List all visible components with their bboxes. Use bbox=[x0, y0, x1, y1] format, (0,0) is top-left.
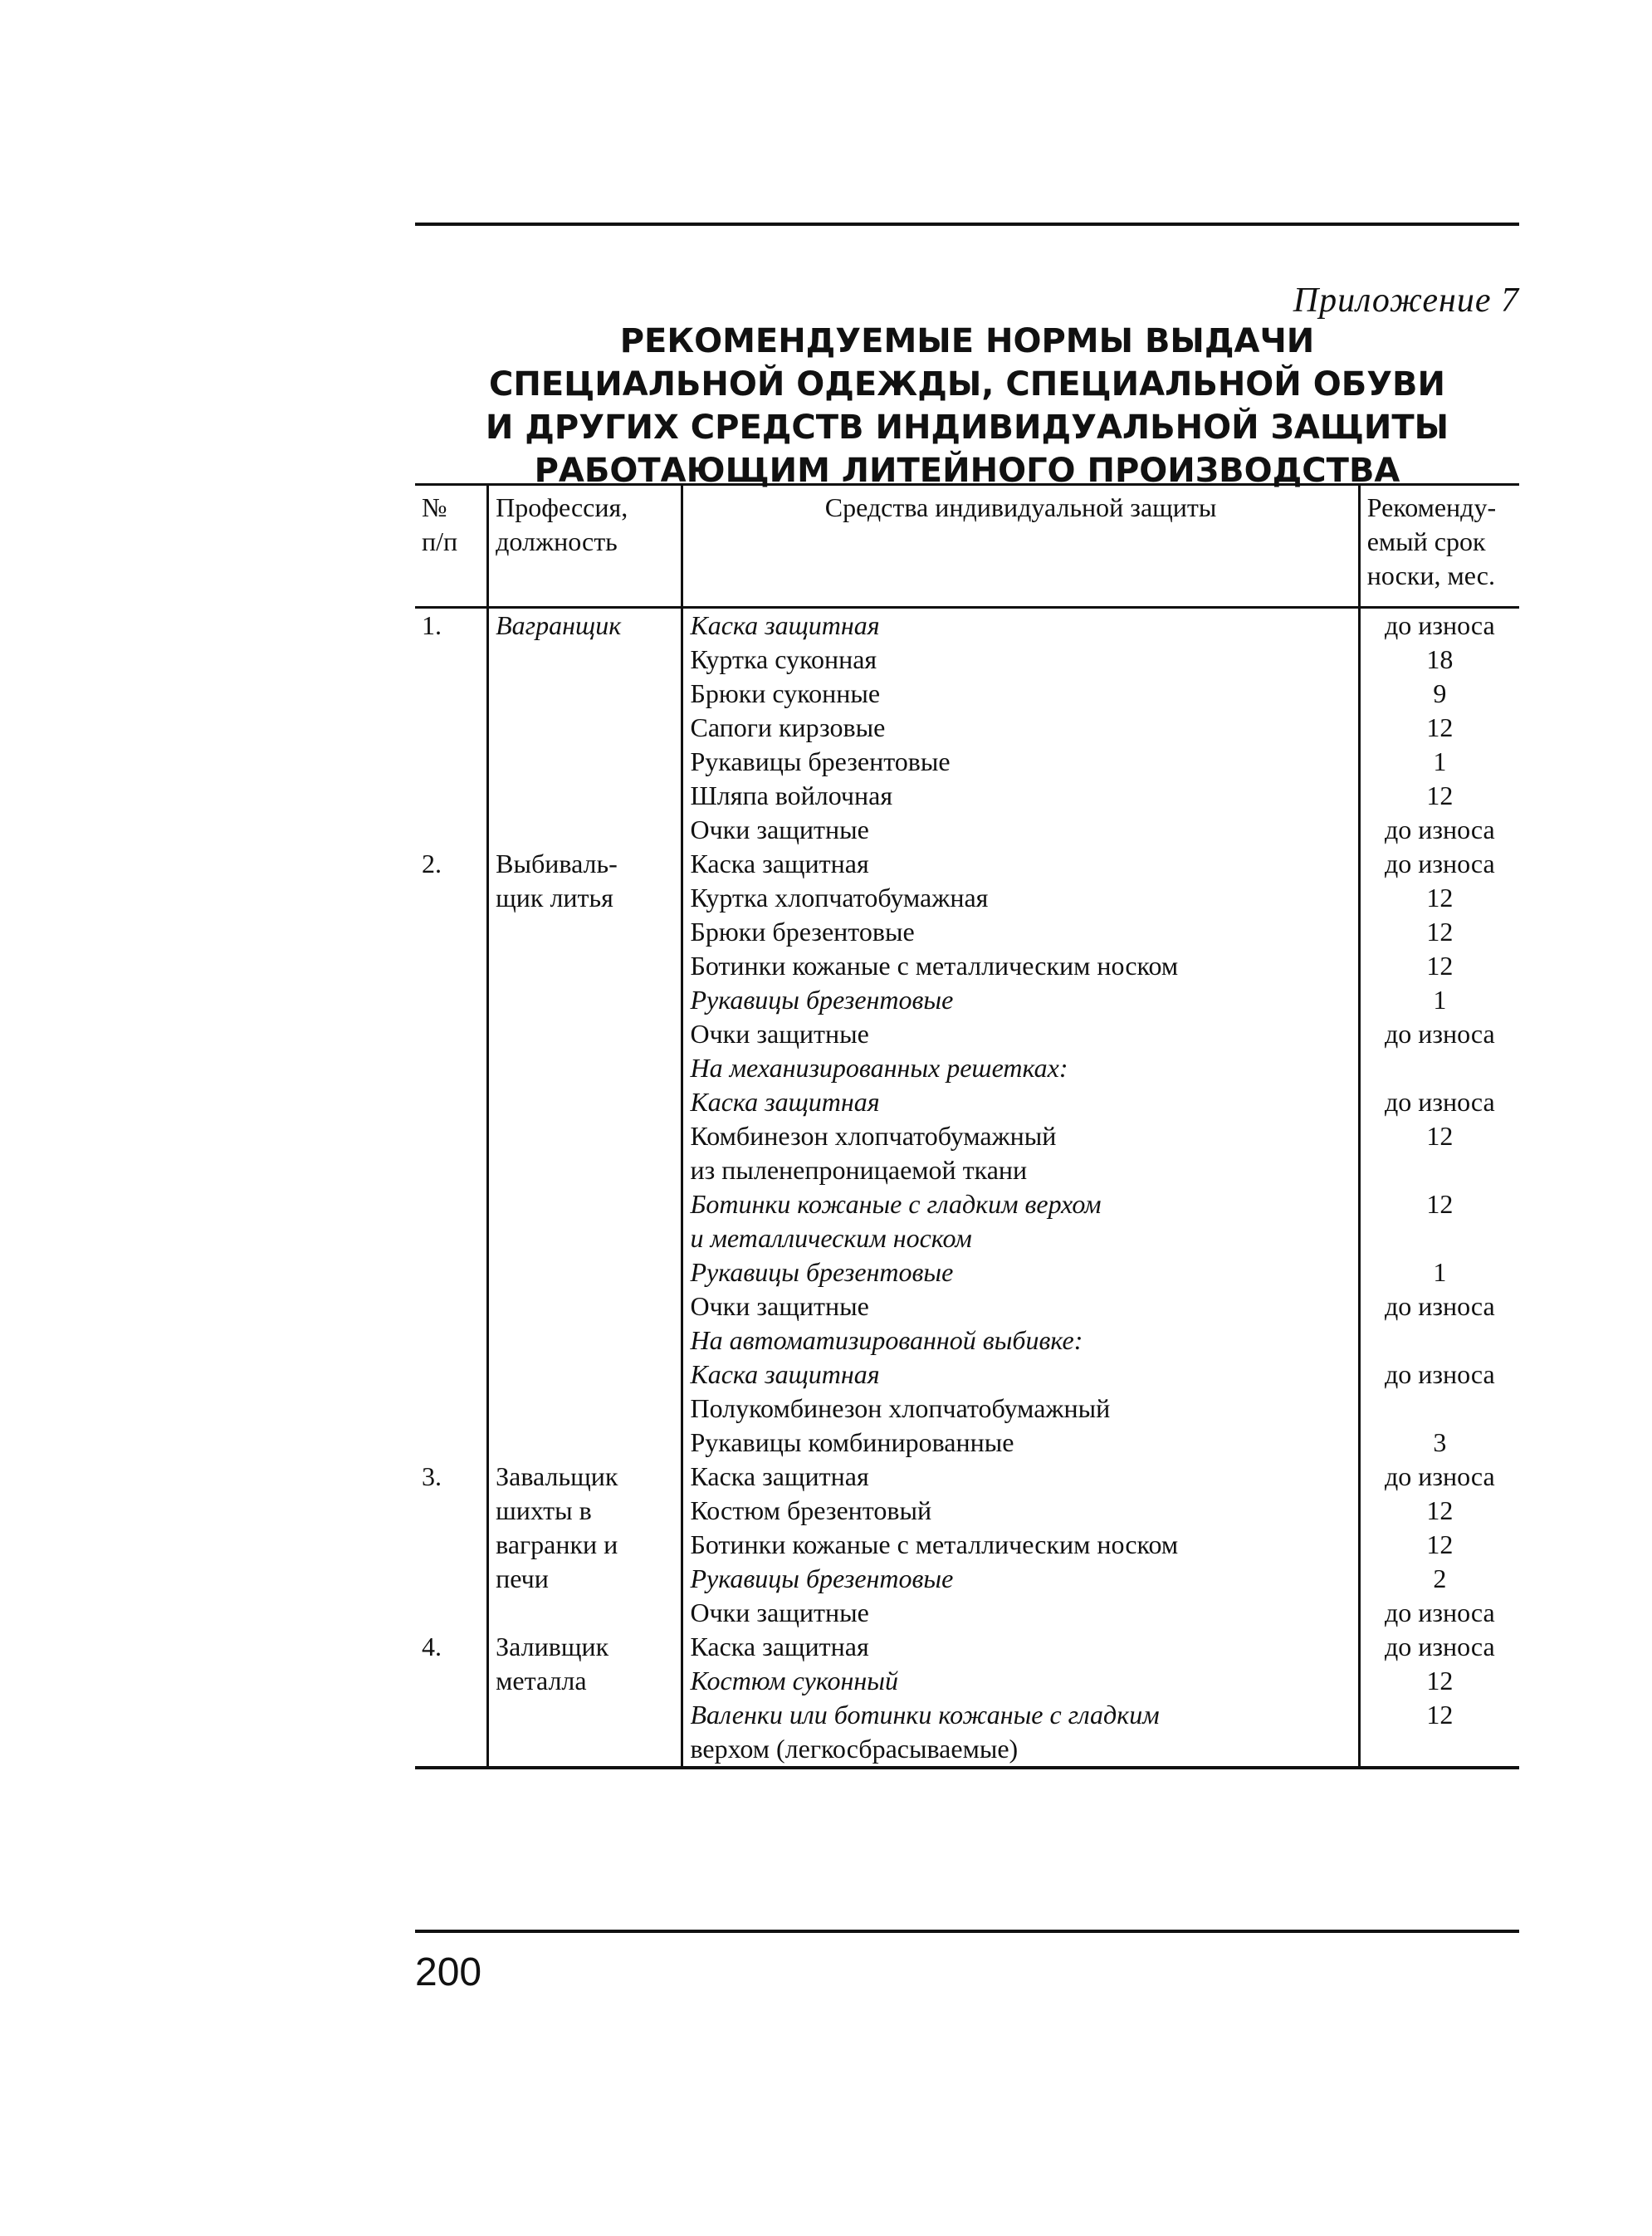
cell-term: 3 bbox=[1359, 1426, 1519, 1460]
cell-num: 2. bbox=[422, 849, 442, 878]
cell-term: 12 bbox=[1359, 1528, 1519, 1562]
table-body bbox=[415, 608, 1519, 1769]
title-line: РАБОТАЮЩИМ ЛИТЕЙНОГО ПРОИЗВОДСТВА bbox=[534, 452, 1400, 490]
header-term: Рекоменду- емый срок носки, мес. bbox=[1359, 485, 1519, 608]
table-row bbox=[415, 1460, 1519, 1494]
cell-ppe-item: Каска защитная bbox=[682, 1630, 1359, 1664]
cell-ppe-item: Валенки или ботинки кожаные с гладким bbox=[682, 1698, 1359, 1732]
title-line: И ДРУГИХ СРЕДСТВ ИНДИВИДУАЛЬНОЙ ЗАЩИТЫ bbox=[485, 409, 1449, 447]
cell-term: 9 bbox=[1359, 677, 1519, 711]
cell-term: 12 bbox=[1359, 711, 1519, 745]
profession-line: Выбиваль- bbox=[496, 849, 618, 878]
cell-term: до износа bbox=[1359, 608, 1519, 643]
cell-term: до износа bbox=[1359, 1460, 1519, 1494]
cell-term: до износа bbox=[1359, 1289, 1519, 1323]
cell-term bbox=[1359, 1732, 1519, 1768]
cell-ppe-item: Комбинезон хлопчатобумажный bbox=[682, 1119, 1359, 1153]
header-num: № п/п bbox=[422, 492, 458, 556]
cell-ppe-item: Каска защитная bbox=[682, 1085, 1359, 1119]
table-header-row bbox=[415, 485, 1519, 608]
cell-ppe-item: Каска защитная bbox=[682, 847, 1359, 881]
title-line: СПЕЦИАЛЬНОЙ ОДЕЖДЫ, СПЕЦИАЛЬНОЙ ОБУВИ bbox=[489, 365, 1445, 404]
cell-num: 3. bbox=[422, 1461, 442, 1491]
profession-line: Вагранщик bbox=[496, 610, 622, 640]
cell-term: 1 bbox=[1359, 1255, 1519, 1289]
table-row bbox=[415, 1630, 1519, 1664]
profession-line: металла bbox=[496, 1666, 587, 1695]
cell-ppe-item: Рукавицы брезентовые bbox=[682, 1562, 1359, 1596]
cell-ppe-item: верхом (легкосбрасываемые) bbox=[682, 1732, 1359, 1768]
cell-ppe-item: Костюм брезентовый bbox=[682, 1494, 1359, 1528]
profession-line: щик литья bbox=[496, 883, 613, 913]
document-page bbox=[415, 0, 1519, 2236]
cell-ppe-item: и металлическим носком bbox=[682, 1221, 1359, 1255]
cell-profession bbox=[488, 1630, 682, 1768]
cell-profession bbox=[488, 1460, 682, 1630]
cell-term bbox=[1359, 1051, 1519, 1085]
cell-ppe-item: Очки защитные bbox=[682, 1289, 1359, 1323]
profession-line: шихты в bbox=[496, 1495, 592, 1525]
top-rule bbox=[415, 223, 1519, 226]
table-row bbox=[415, 847, 1519, 881]
cell-term: 12 bbox=[1359, 1698, 1519, 1732]
cell-profession bbox=[488, 608, 682, 848]
cell-num: 1. bbox=[422, 610, 442, 640]
cell-ppe-item: Очки защитные bbox=[682, 1596, 1359, 1630]
cell-ppe-item: Очки защитные bbox=[682, 1017, 1359, 1051]
cell-ppe-item: Сапоги кирзовые bbox=[682, 711, 1359, 745]
cell-term: 2 bbox=[1359, 1562, 1519, 1596]
cell-term: 12 bbox=[1359, 915, 1519, 949]
cell-ppe-item: Каска защитная bbox=[682, 1460, 1359, 1494]
cell-ppe-item: Ботинки кожаные с гладким верхом bbox=[682, 1187, 1359, 1221]
cell-ppe-item: На механизированных решетках: bbox=[682, 1051, 1359, 1085]
cell-term: 12 bbox=[1359, 1119, 1519, 1153]
cell-ppe-item: Каска защитная bbox=[682, 1358, 1359, 1392]
cell-num: 4. bbox=[422, 1632, 442, 1661]
cell-ppe-item: Полукомбинезон хлопчатобумажный bbox=[682, 1392, 1359, 1426]
header-profession: Профессия, должность bbox=[488, 485, 682, 608]
cell-ppe-item: Ботинки кожаные с металлическим носком bbox=[682, 949, 1359, 983]
cell-ppe-item: Рукавицы комбинированные bbox=[682, 1426, 1359, 1460]
document-title bbox=[415, 320, 1519, 492]
title-line: РЕКОМЕНДУЕМЫЕ НОРМЫ ВЫДАЧИ bbox=[619, 322, 1315, 360]
cell-term bbox=[1359, 1392, 1519, 1426]
cell-term: до износа bbox=[1359, 1017, 1519, 1051]
cell-term: 12 bbox=[1359, 949, 1519, 983]
cell-term: до износа bbox=[1359, 1358, 1519, 1392]
cell-term: до износа bbox=[1359, 847, 1519, 881]
cell-term: до износа bbox=[1359, 1596, 1519, 1630]
cell-ppe-item: Костюм суконный bbox=[682, 1664, 1359, 1698]
cell-term: до износа bbox=[1359, 813, 1519, 847]
norms-table bbox=[415, 483, 1519, 1769]
cell-ppe-item: Куртка хлопчатобумажная bbox=[682, 881, 1359, 915]
cell-ppe-item: Рукавицы брезентовые bbox=[682, 745, 1359, 779]
profession-line: Заливщик bbox=[496, 1632, 609, 1661]
cell-ppe-item: На автоматизированной выбивке: bbox=[682, 1323, 1359, 1358]
cell-term: 18 bbox=[1359, 643, 1519, 677]
profession-line: Завальщик bbox=[496, 1461, 618, 1491]
cell-term: 1 bbox=[1359, 745, 1519, 779]
cell-ppe-item: Каска защитная bbox=[682, 608, 1359, 643]
cell-ppe-item: Шляпа войлочная bbox=[682, 779, 1359, 813]
cell-ppe-item: Рукавицы брезентовые bbox=[682, 983, 1359, 1017]
cell-term: до износа bbox=[1359, 1085, 1519, 1119]
cell-term: 12 bbox=[1359, 881, 1519, 915]
profession-line: печи bbox=[496, 1563, 549, 1593]
cell-ppe-item: из пыленепроницаемой ткани bbox=[682, 1153, 1359, 1187]
cell-term bbox=[1359, 1221, 1519, 1255]
cell-ppe-item: Куртка суконная bbox=[682, 643, 1359, 677]
cell-term: до износа bbox=[1359, 1630, 1519, 1664]
page-number: 200 bbox=[415, 1950, 482, 1994]
header-ppe: Средства индивидуальной защиты bbox=[682, 485, 1359, 608]
cell-ppe-item: Брюки брезентовые bbox=[682, 915, 1359, 949]
appendix-label: Приложение 7 bbox=[1293, 281, 1519, 320]
cell-term: 12 bbox=[1359, 779, 1519, 813]
cell-ppe-item: Ботинки кожаные с металлическим носком bbox=[682, 1528, 1359, 1562]
cell-profession bbox=[488, 847, 682, 1460]
cell-term: 12 bbox=[1359, 1664, 1519, 1698]
cell-term: 1 bbox=[1359, 983, 1519, 1017]
table-row bbox=[415, 608, 1519, 643]
cell-term bbox=[1359, 1153, 1519, 1187]
cell-ppe-item: Брюки суконные bbox=[682, 677, 1359, 711]
cell-term: 12 bbox=[1359, 1187, 1519, 1221]
cell-term: 12 bbox=[1359, 1494, 1519, 1528]
cell-ppe-item: Рукавицы брезентовые bbox=[682, 1255, 1359, 1289]
bottom-rule bbox=[415, 1930, 1519, 1933]
cell-term bbox=[1359, 1323, 1519, 1358]
cell-ppe-item: Очки защитные bbox=[682, 813, 1359, 847]
profession-line: вагранки и bbox=[496, 1529, 618, 1559]
